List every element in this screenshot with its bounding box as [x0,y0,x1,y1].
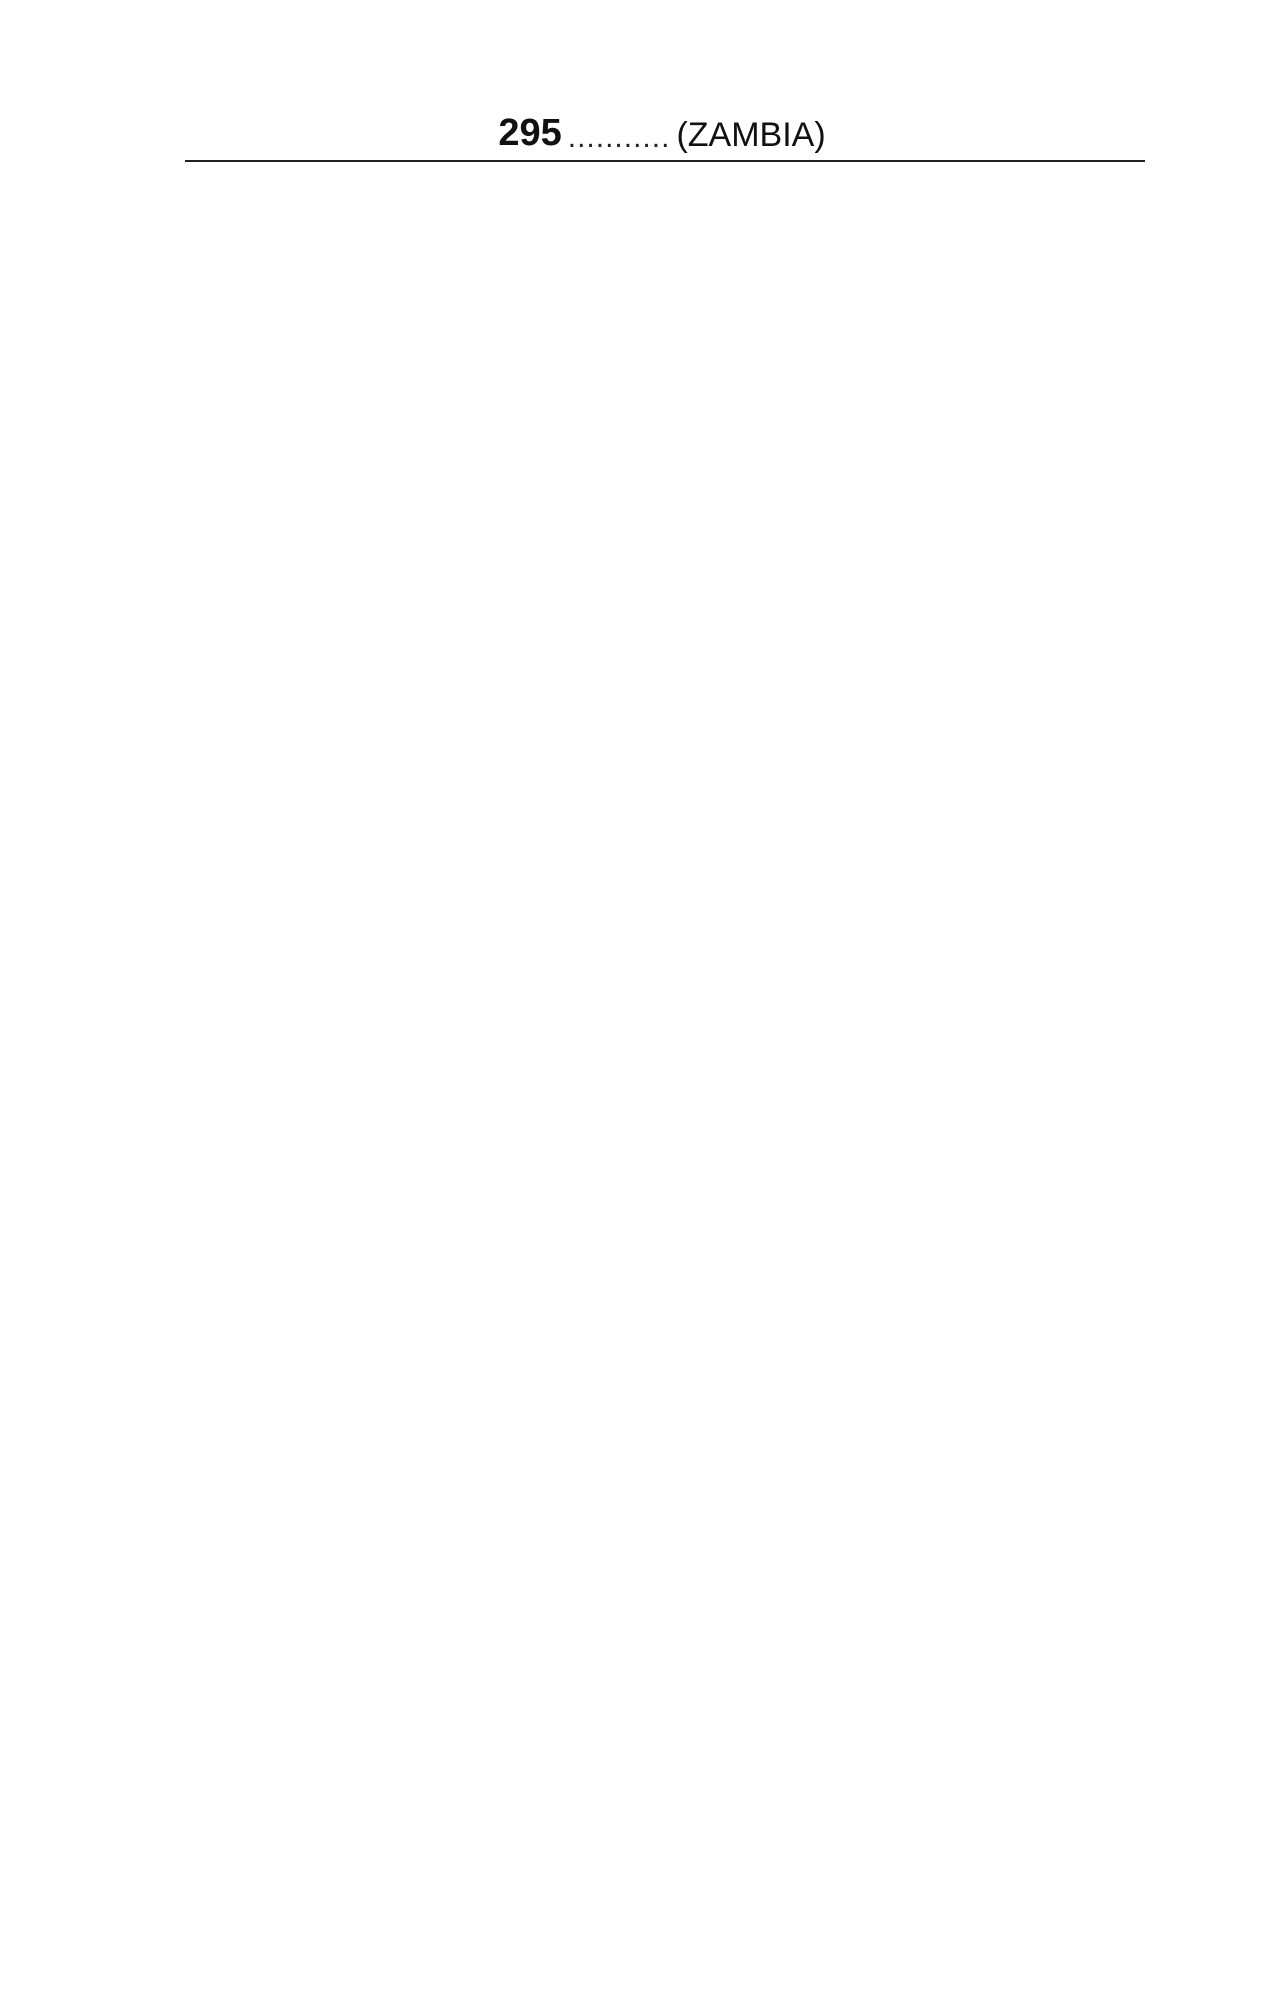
header-country-latin: (ZAMBIA) [676,116,826,154]
header-leader-dots: ........... [567,121,671,154]
header-divider [185,160,1145,162]
page-number: 295 [498,112,562,154]
running-header [185,95,1145,155]
page-body [185,180,1145,190]
